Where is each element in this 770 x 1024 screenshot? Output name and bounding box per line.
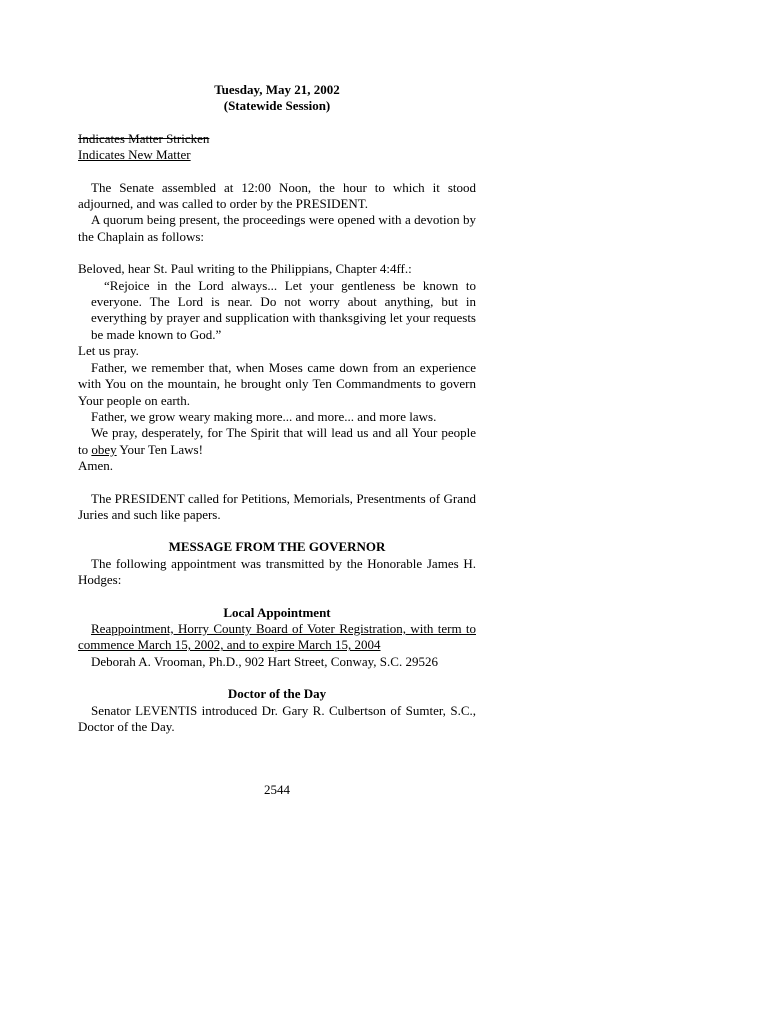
appointment-heading: Local Appointment <box>223 604 331 620</box>
prayer3-text-b: Your Ten Laws! <box>116 441 203 457</box>
prayer3-text-a: We pray, desperately, for The Spirit that will lead us and all Your people to <box>78 425 476 457</box>
appointment-title-text: Reappointment, Horry County Board of Voter Registration, with term to commence March 15, 2002, and to expire March 15, 2004 <box>78 620 476 653</box>
legend-stricken-text: Indicates Matter Stricken <box>78 130 210 146</box>
devotion-intro: Beloved, hear St. Paul writing to the Philippians, Chapter 4:4ff.: <box>78 261 412 277</box>
spacer <box>78 245 476 261</box>
appointee: Deborah A. Vrooman, Ph.D., 902 Hart Street, Conway, S.C. 29526 <box>91 653 438 669</box>
opening-paragraph: The Senate assembled at 12:00 Noon, the hour to which it stood adjourned, and was called to order by the PRESIDENT. <box>78 179 476 212</box>
scripture-quote: “Rejoice in the Lord always... Let your gentleness be known to everyone. The Lord is near. Do not worry about anything, but in everything by prayer and supplication with thanksgiving let your requests be made known to God.” <box>91 277 476 342</box>
doctor-heading: Doctor of the Day <box>227 686 327 702</box>
prayer-paragraph-2: Father, we grow weary making more... and more... and more laws. <box>91 408 437 424</box>
session-type: (Statewide Session) <box>223 98 331 114</box>
spacer <box>78 475 476 491</box>
spacer <box>78 589 476 605</box>
session-date: Tuesday, May 21, 2002 <box>214 82 340 97</box>
page-number: 2544 <box>264 782 290 797</box>
spacer <box>78 115 476 131</box>
quorum-paragraph: A quorum being present, the proceedings were opened with a devotion by the Chaplain as follows: <box>78 212 476 244</box>
let-us-pray: Let us pray. <box>78 343 139 359</box>
prayer3-underlined: obey <box>91 441 117 457</box>
legend-stricken <box>78 131 476 147</box>
journal-page <box>78 82 476 735</box>
amen: Amen. <box>78 458 114 474</box>
spacer <box>78 164 476 180</box>
prayer-paragraph-3 <box>78 425 476 458</box>
governor-paragraph: The following appointment was transmitted by the Honorable James H. Hodges: <box>78 555 476 588</box>
doctor-paragraph: Senator LEVENTIS introduced Dr. Gary R. Culbertson of Sumter, S.C., Doctor of the Day. <box>78 702 476 734</box>
petitions-paragraph: The PRESIDENT called for Petitions, Memorials, Presentments of Grand Juries and such like papers. <box>78 490 476 522</box>
appointment-title <box>78 621 476 654</box>
spacer <box>78 523 476 539</box>
legend-new <box>78 147 476 163</box>
governor-heading: MESSAGE FROM THE GOVERNOR <box>168 539 386 555</box>
spacer <box>78 670 476 686</box>
legend-new-text: Indicates New Matter <box>78 147 191 163</box>
prayer-paragraph-1: Father, we remember that, when Moses came down from an experience with You on the mountain, he brought only Ten Commandments to govern Your people on earth. <box>78 359 476 408</box>
